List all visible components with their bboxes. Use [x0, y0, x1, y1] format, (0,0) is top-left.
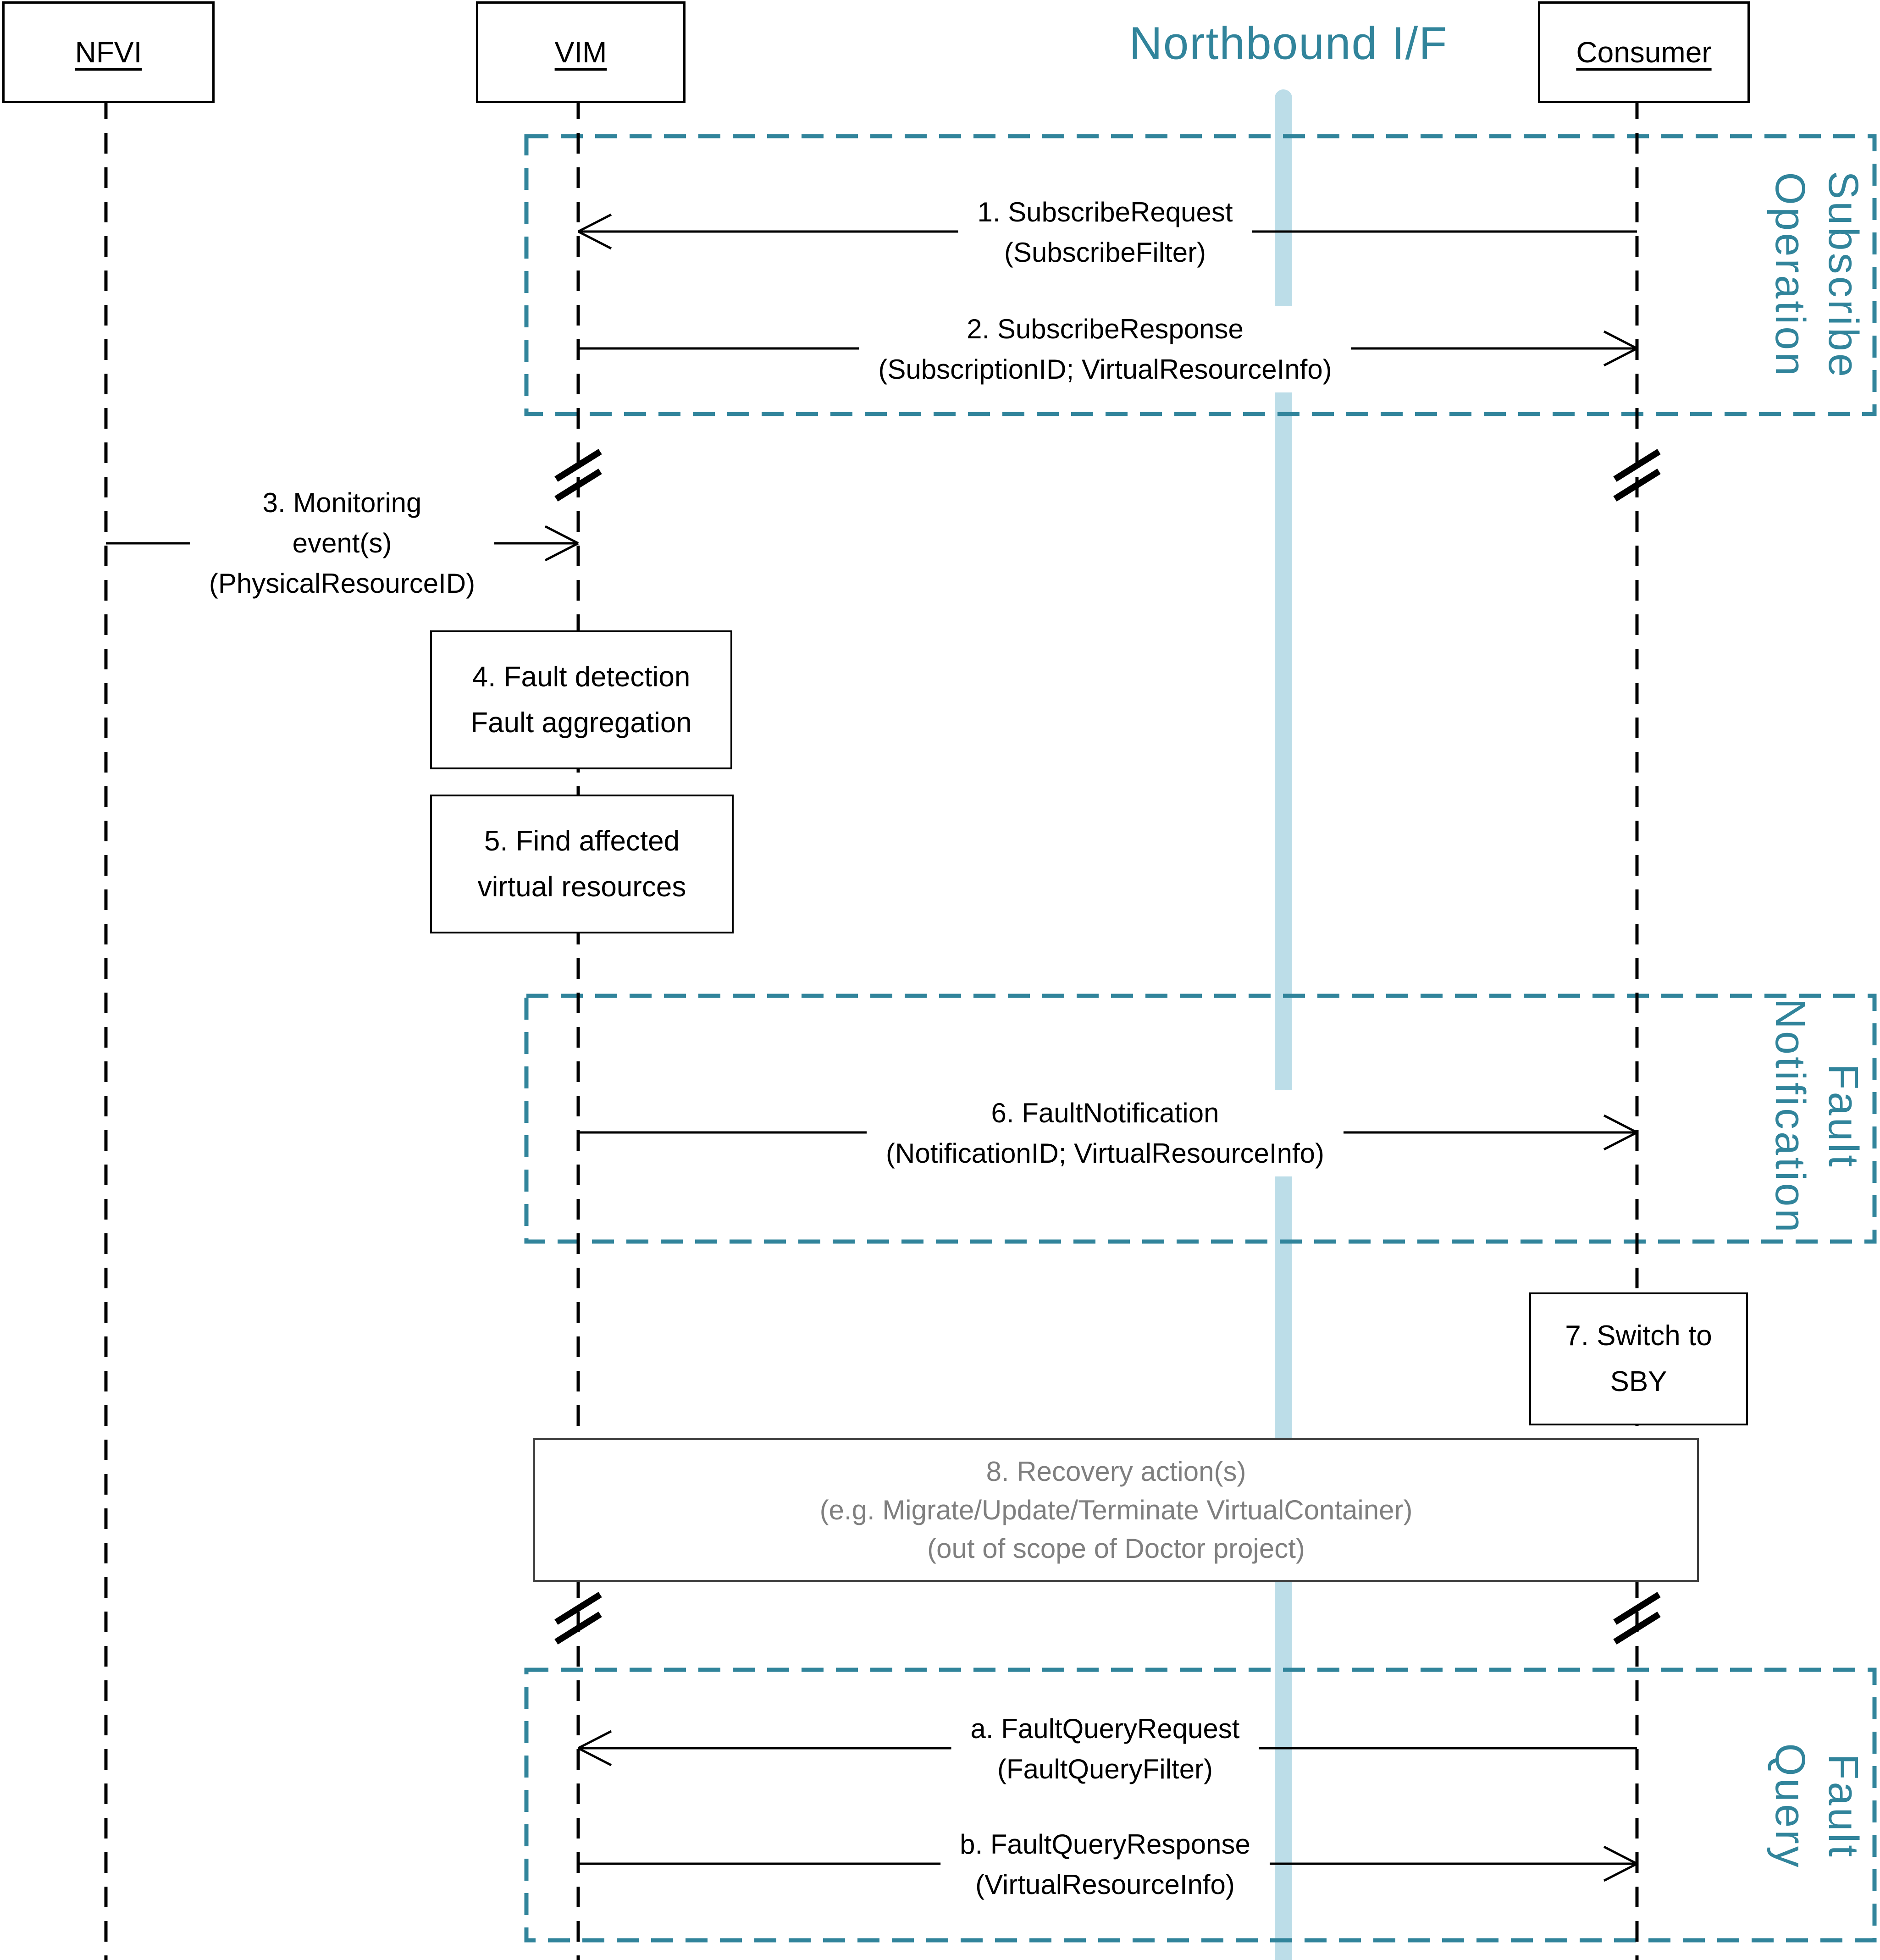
region-label-fault-query	[1764, 1743, 1870, 1870]
region-label-subscribe-operation-line1: Subscribe	[1820, 171, 1867, 380]
step-8-line2: (e.g. Migrate/Update/Terminate VirtualContainer)	[819, 1494, 1413, 1525]
message-2-line1: 2. SubscribeResponse	[967, 314, 1244, 344]
step-5-find-affected-box	[430, 795, 734, 933]
message-3-line3: (PhysicalResourceID)	[209, 568, 476, 599]
northbound-interface-title: Northbound I/F	[1129, 17, 1448, 69]
region-label-fault-notification	[1764, 998, 1870, 1234]
step-7-line1: 7. Switch to	[1565, 1320, 1712, 1352]
message-a-line2: (FaultQueryFilter)	[997, 1754, 1213, 1784]
message-1-line2: (SubscribeFilter)	[1004, 237, 1206, 268]
region-label-fault-query-line1: Fault	[1820, 1754, 1867, 1859]
step-7-switch-to-sby-box	[1529, 1292, 1748, 1425]
region-label-subscribe-operation-line2: Operation	[1767, 172, 1814, 378]
actor-label-consumer: Consumer	[1576, 36, 1712, 69]
message-3-line2: event(s)	[292, 528, 392, 558]
step-7-line2: SBY	[1610, 1366, 1667, 1397]
step-8-recovery-actions-box	[533, 1438, 1699, 1582]
message-b-label	[940, 1822, 1270, 1908]
step-4-line1: 4. Fault detection	[472, 661, 691, 693]
message-a-label	[951, 1706, 1259, 1792]
message-6-label	[867, 1090, 1344, 1176]
message-b-line2: (VirtualResourceInfo)	[975, 1869, 1235, 1900]
message-2-line2: (SubscriptionID; VirtualResourceInfo)	[878, 354, 1332, 385]
message-6-line1: 6. FaultNotification	[991, 1098, 1219, 1128]
region-label-fault-notification-line2: Notification	[1767, 998, 1814, 1235]
message-1-label	[958, 189, 1252, 276]
message-2-label	[859, 306, 1351, 392]
message-3-line1: 3. Monitoring	[262, 487, 422, 518]
message-1-line1: 1. SubscribeRequest	[977, 197, 1233, 227]
step-5-line1: 5. Find affected	[484, 825, 680, 857]
region-label-subscribe-operation	[1764, 171, 1870, 379]
step-4-fault-detection-box	[430, 630, 732, 769]
actor-box-nfvi	[2, 1, 215, 103]
region-label-fault-query-line2: Query	[1767, 1743, 1814, 1870]
actor-box-vim	[476, 1, 686, 103]
step-8-line1: 8. Recovery action(s)	[986, 1456, 1246, 1487]
actor-label-nfvi: NFVI	[75, 36, 142, 69]
message-6-line2: (NotificationID; VirtualResourceInfo)	[886, 1138, 1324, 1169]
step-5-line2: virtual resources	[477, 871, 686, 903]
message-3-label	[190, 480, 494, 607]
step-4-line2: Fault aggregation	[470, 707, 692, 739]
message-a-line1: a. FaultQueryRequest	[970, 1713, 1240, 1744]
message-b-line1: b. FaultQueryResponse	[960, 1829, 1250, 1860]
step-8-line3: (out of scope of Doctor project)	[927, 1533, 1305, 1564]
actor-box-consumer	[1538, 1, 1750, 103]
region-label-fault-notification-line1: Fault	[1820, 1064, 1867, 1169]
actor-label-vim: VIM	[554, 36, 607, 69]
